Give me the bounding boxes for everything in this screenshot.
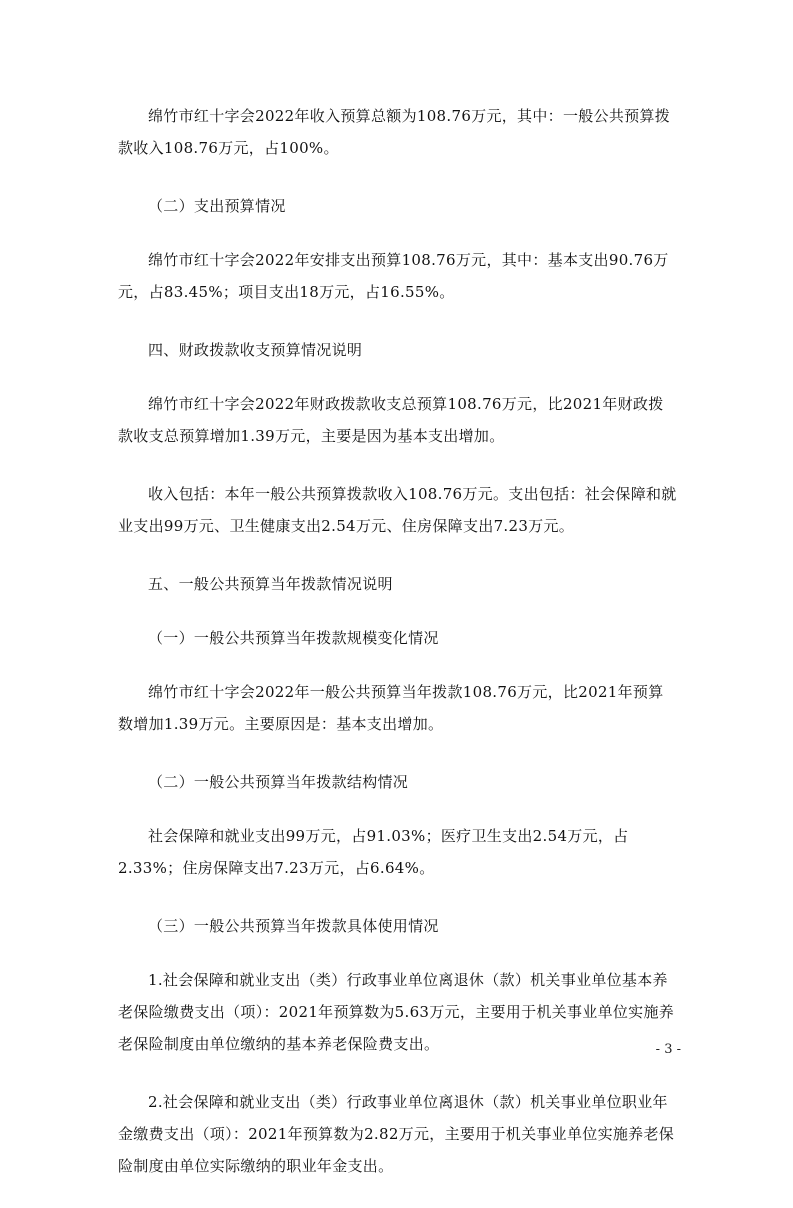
paragraph-scale-change: 绵竹市红十字会2022年一般公共预算当年拨款108.76万元，比2021年预算数增加1.39万元。主要原因是：基本支出增加。	[118, 683, 664, 733]
paragraph-income-total: 绵竹市红十字会2022年收入预算总额为108.76万元，其中：一般公共预算拨款收入108.76万元，占100%。	[118, 107, 671, 157]
heading-fiscal-appropriation: 四、财政拨款收支预算情况说明	[148, 341, 363, 359]
page-number: - 3 -	[655, 1042, 681, 1057]
paragraph-expense-total: 绵竹市红十字会2022年安排支出预算108.76万元，其中：基本支出90.76万元，占83.45%；项目支出18万元，占16.55%。	[118, 251, 669, 301]
heading-scale-change: （一）一般公共预算当年拨款规模变化情况	[148, 629, 439, 647]
paragraph-structure: 社会保障和就业支出99万元，占91.03%；医疗卫生支出2.54万元，占2.33%；住房保障支出7.23万元，占6.64%。	[118, 827, 629, 877]
paragraph-fiscal-total: 绵竹市红十字会2022年财政拨款收支总预算108.76万元，比2021年财政拨款收支总预算增加1.39万元，主要是因为基本支出增加。	[118, 395, 664, 445]
paragraph-income-expense-breakdown: 收入包括：本年一般公共预算拨款收入108.76万元。支出包括：社会保障和就业支出99万元、卫生健康支出2.54万元、住房保障支出7.23万元。	[118, 485, 677, 535]
paragraph-item-1: 1.社会保障和就业支出（类）行政事业单位离退休（款）机关事业单位基本养老保险缴费支出（项）：2021年预算数为5.63万元，主要用于机关事业单位实施养老保险制度由单位缴纳的基本养老保险费支出。	[118, 971, 675, 1053]
heading-expense-budget: （二）支出预算情况	[148, 197, 286, 215]
document-body	[118, 100, 678, 1208]
paragraph-item-2: 2.社会保障和就业支出（类）行政事业单位离退休（款）机关事业单位职业年金缴费支出（项）：2021年预算数为2.82万元，主要用于机关事业单位实施养老保险制度由单位实际缴纳的职业年金支出。	[118, 1093, 675, 1175]
heading-specific-use: （三）一般公共预算当年拨款具体使用情况	[148, 917, 439, 935]
heading-structure: （二）一般公共预算当年拨款结构情况	[148, 773, 409, 791]
heading-general-public-budget: 五、一般公共预算当年拨款情况说明	[148, 575, 393, 593]
